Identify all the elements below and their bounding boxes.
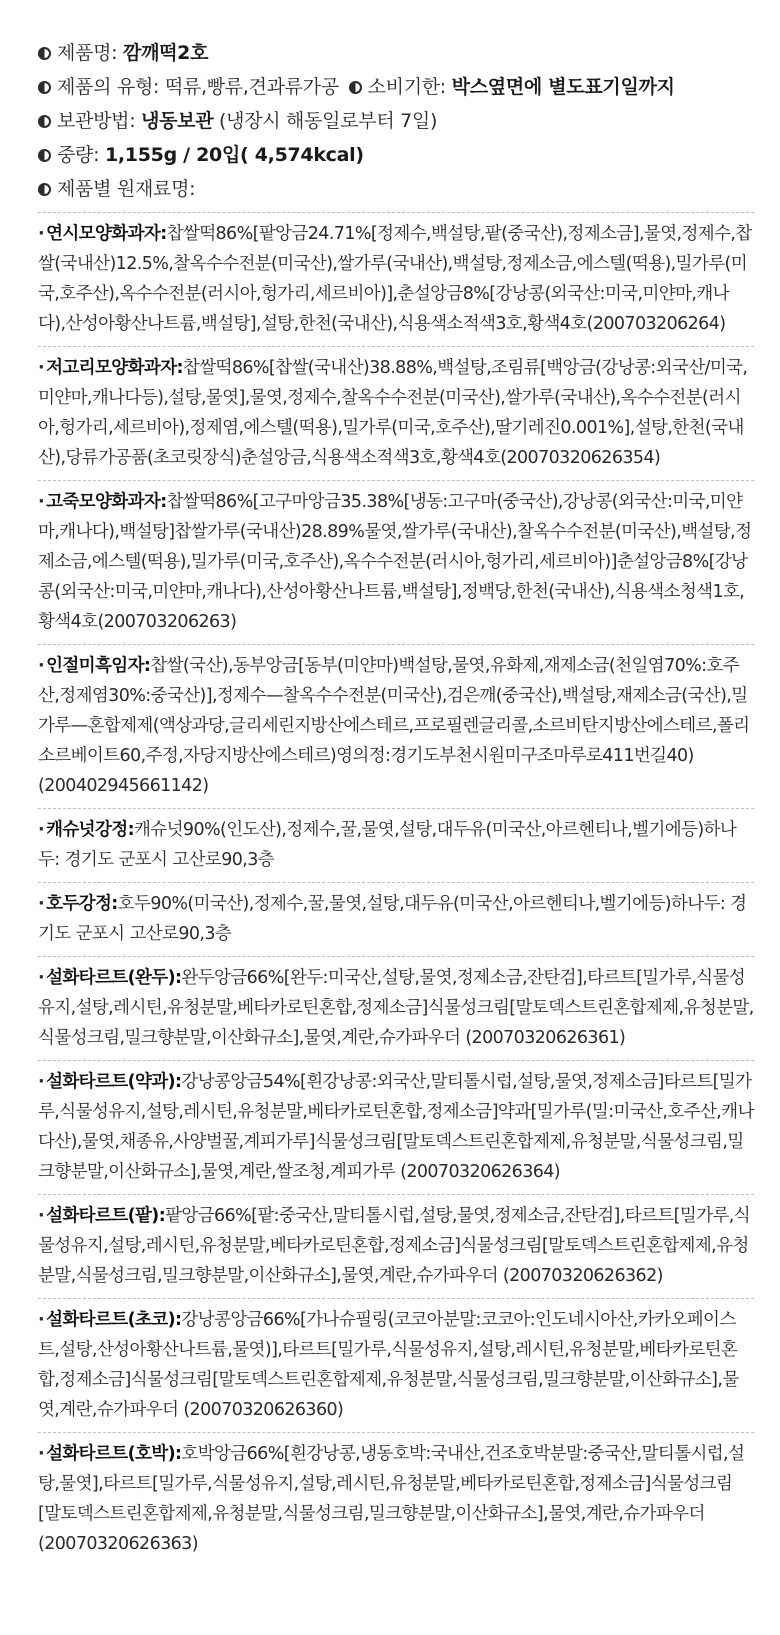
product-entry [38,1432,754,1566]
product-entry-name: 설화타르트(팥) [46,1206,159,1226]
bullet-dot: · [38,492,45,512]
weight-value: 1,155g / 20입( 4,574kcal) [104,144,364,166]
product-entry [38,1298,754,1432]
product-entry-name: 설화타르트(호박) [46,1444,175,1464]
bullet-dot: · [38,656,45,676]
half-circle-icon [38,183,51,196]
product-type-value: 떡류,빵류,견과류가공 [164,76,339,98]
expiry-value: 박스옆면에 별도표기일까지 [451,76,675,98]
bullet-dot: · [38,1206,45,1226]
name-colon: : [127,820,134,840]
product-type-row [38,70,754,104]
half-circle-icon [38,149,51,162]
product-entry-name: 설화타르트(약과) [46,1072,175,1092]
name-colon: : [175,1072,182,1092]
bullet-dot: · [38,358,45,378]
bullet-dot: · [38,1310,45,1330]
storage-label: 보관방법: [57,110,136,132]
product-name-row [38,36,754,70]
product-entry [38,644,754,808]
product-entry-name: 고죽모양화과자 [46,492,161,512]
product-entry-desc: 찹쌀(국산),동부앙금[동부(미얀마)백설탕,물엿,유화제,재제소금(천일염70%:호주산,정제염30%:중국산)],정제수—찰옥수수전분(미국산),검은깨(중국산),백설탕,재제소금(국산),밀가루—혼합제제(액상과당,글리세린지방산에스테르,프로필렌글리콜,소르비탄지방산에스테르,폴리소르베이트60,주정,자당지방산에스테르)영의정:경기도부천시원미구조마루로411번길40)(20040294566114​2) [38,656,750,796]
bullet-dot: · [38,968,45,988]
product-info [38,36,754,206]
half-circle-icon [38,81,51,94]
product-entry-name: 인절미흑임자 [46,656,144,676]
name-colon: : [176,358,183,378]
name-colon: : [143,656,151,676]
name-colon: : [175,1444,182,1464]
ingredient-list [38,212,754,1566]
ingredients-heading: 제품별 원재료명: [57,178,196,200]
product-entry [38,882,754,956]
product-entry-name: 호두강정 [46,894,112,914]
name-colon: : [158,1206,166,1226]
weight-row [38,138,754,172]
half-circle-icon [38,47,51,60]
bullet-dot: · [38,820,45,840]
storage-value: 냉동보관 [141,110,214,132]
product-entry-desc: 찹쌀떡86%[팥앙금24.71%[정제수,백설탕,팥(중국산),정제소금],물엿,정제수,찹쌀(국내산)12.5%,찰옥수수전분(미국산),쌀가루(국내산),백설탕,정제소금,에스텔(떡용),밀가루(미국,호주산),옥수수전분(러시아,헝가리,세르비아)],춘설앙금8%[강낭콩(외국산:미국,미얀마,캐나다),산성아황산나트륨,백설탕],설탕,한천(국내산),식용색소적색3호,황색4호(200703206264) [38,224,752,334]
name-colon: : [160,492,167,512]
bullet-dot: · [38,224,45,244]
product-entry-desc: 강낭콩앙금54%[흰강낭콩:외국산,말티톨시럽,설탕,물엿,정제소금]타르트[밀가루,식물성유지,설탕,레시틴,유청분말,베타카로틴혼합,정제소금]약과[밀가루(밀:미국산,호주산,캐나다산),물엿,채종유,사양벌꿀,계피가루]식물성크림[말토덱스트린혼합제제,유청분말,식물성크림,밀크향분말,이산화규소],물엿,계란,쌀조청,계피가루 (20070320626364) [38,1072,754,1182]
name-colon: : [175,1310,182,1330]
product-entry-desc: 강낭콩앙금66%[가나슈필링(코코아분말:코코아:인도네시아산,카카오페이스트,설탕,산성아황산나트륨,물엿)],타르트[밀가루,식물성유지,설탕,레시틴,유청분말,베타카로틴혼합,정제소금]식물성크림[말토덱스트린혼합제제,유청분말,식물성크림,밀크향분말,이산화규소],물엿,계란,슈가파우더 (20070320626360) [38,1310,739,1420]
product-entry-desc: 찹쌀떡86%[고구마앙금35.38%[냉동:고구마(중국산),강낭콩(외국산:미국,미얀마,캐나다),백설탕]찹쌀가루(국내산)28.89%물엿,쌀가루(국내산),찰옥수수전분(미국산),백설탕,정제소금,에스텔(떡용),밀가루(미국,호주산),옥수수전분(러시아,헝가리,세르비아)]춘설앙금8%[강낭콩(외국산:미국,미얀마,캐나다),산성아황산나트륨,백설탕],정백당,한천(국내산),식용색소청색1호,황색4호(200703206263) [38,492,752,632]
product-name-label: 제품명: [57,42,118,64]
storage-row [38,104,754,138]
bullet-dot: · [38,1444,45,1464]
ingredients-heading-row [38,172,754,206]
product-entry-desc: 호두90%(미국산),정제수,꿀,물엿,설탕,대두유(미국산,아르헨티나,벨기에등)하나두: 경기도 군포시 고산로90,3층 [38,894,747,944]
product-entry-name: 연시모양화과자 [46,224,161,244]
product-entry [38,480,754,644]
name-colon: : [160,224,167,244]
half-circle-icon [349,81,362,94]
product-entry [38,346,754,480]
bullet-dot: · [38,894,45,914]
product-type-label: 제품의 유형: [57,76,160,98]
product-entry [38,212,754,346]
storage-note: (냉장시 해동일로부터 7일) [219,110,438,132]
name-colon: : [111,894,118,914]
product-entry-name: 설화타르트(완두) [46,968,175,988]
product-entry [38,1194,754,1298]
product-entry-desc: 캐슈넛90%(인도산),정제수,꿀,물엿,설탕,대두유(미국산,아르헨티나,벨기에등)하나두: 경기도 군포시 고산로90,3층 [38,820,737,870]
product-entry-name: 캐슈넛강정 [46,820,128,840]
product-entry-desc: 팥앙금66%[팥:중국산,말티톨시럽,설탕,물엿,정제소금,잔탄검],타르트[밀가루,식물성유지,설탕,레시틴,유청분말,베타카로틴혼합,정제소금]식물성크림[말토덱스트린혼합제제,유청분말,식물성크림,밀크향분말,이산화규소],물엿,계란,슈가파우더 (20070320626362) [38,1206,751,1286]
product-entry-desc: 완두앙금66%[완두:미국산,설탕,물엿,정제소금,잔탄검],타르트[밀가루,식물성유지,설탕,레시틴,유청분말,베타카로틴혼합,정제소금]식물성크림[말토덱스트린혼합제제,유청분말,식물성크림,밀크향분말,이산화규소],물엿,계란,슈가파우더 (20070320626361) [38,968,754,1048]
product-entry [38,808,754,882]
name-colon: : [175,968,182,988]
product-entry [38,1060,754,1194]
product-name-value: 깜깨떡2호 [123,42,209,64]
weight-label: 중량: [57,144,100,166]
product-entry-desc: 호박앙금66%[흰강낭콩,냉동호박:국내산,건조호박분말:중국산,말티톨시럽,설탕,물엿],타르트[밀가루,식물성유지,설탕,레시틴,유청분말,베타카로틴혼합,정제소금]식물성크림[말토덱스트린혼합제제,유청분말,식물성크림,밀크향분말,이산화규소],물엿,계란,슈가파우더 (20070320626363) [38,1444,745,1554]
expiry-label: 소비기한: [367,76,446,98]
product-entry [38,956,754,1060]
half-circle-icon [38,115,51,128]
bullet-dot: · [38,1072,45,1092]
product-entry-name: 저고리모양화과자 [46,358,177,378]
product-entry-name: 설화타르트(초코) [46,1310,175,1330]
product-entry-desc: 찹쌀떡86%[찹쌀(국내산)38.88%,백설탕,조림류[백앙금(강낭콩:외국산/미국,미얀마,캐나다등),설탕,물엿],물엿,정제수,찰옥수수전분(미국산),쌀가루(국내산),옥수수전분(러시아,헝가리,세르비아),정제염,에스텔(떡용),밀가루(미국,호주산),딸기레진0.001%],설탕,한천(국내산),당류가공품(초코릿장식)춘설앙금,식용색소적색3호,황색4호(20070320626354) [38,358,748,468]
